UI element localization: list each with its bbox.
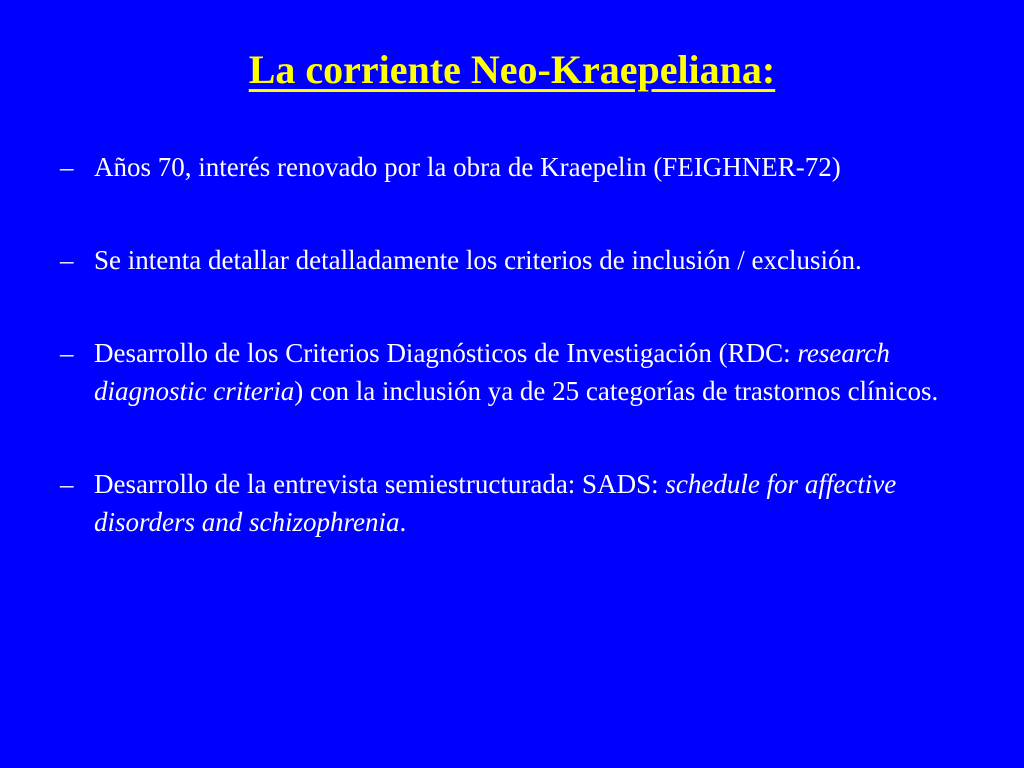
bullet-text: Se intenta detallar detalladamente los criterios de inclusión / exclusión.: [94, 245, 862, 275]
bullet-dash: –: [60, 152, 74, 182]
bullet-text-end: ) con la inclusión ya de 25 categorías de trastornos clínicos.: [294, 376, 939, 406]
bullet-text-start: Desarrollo de los Criterios Diagnósticos de Investigación (RDC:: [94, 338, 798, 368]
bullet-item-4: [58, 465, 998, 541]
bullet-item-3: [58, 334, 998, 410]
bullet-text-start: Desarrollo de la entrevista semiestructurada: SADS:: [94, 469, 666, 499]
bullet-item-2: [58, 241, 998, 279]
slide-title: [0, 44, 1024, 96]
bullet-dash: –: [60, 245, 74, 275]
bullet-item-1: [58, 148, 998, 186]
bullet-text-italic: schedule for affective disorders and schizophrenia: [94, 469, 897, 537]
bullet-text: Años 70, interés renovado por la obra de Kraepelin (FEIGHNER-72): [94, 152, 841, 182]
bullet-list: [58, 148, 998, 596]
slide-title-text: La corriente Neo-Kraepeliana:: [248, 47, 776, 92]
bullet-dash: –: [60, 338, 74, 368]
bullet-text-end: .: [399, 507, 407, 537]
bullet-text-italic: research diagnostic criteria: [94, 338, 890, 406]
bullet-dash: –: [60, 469, 74, 499]
